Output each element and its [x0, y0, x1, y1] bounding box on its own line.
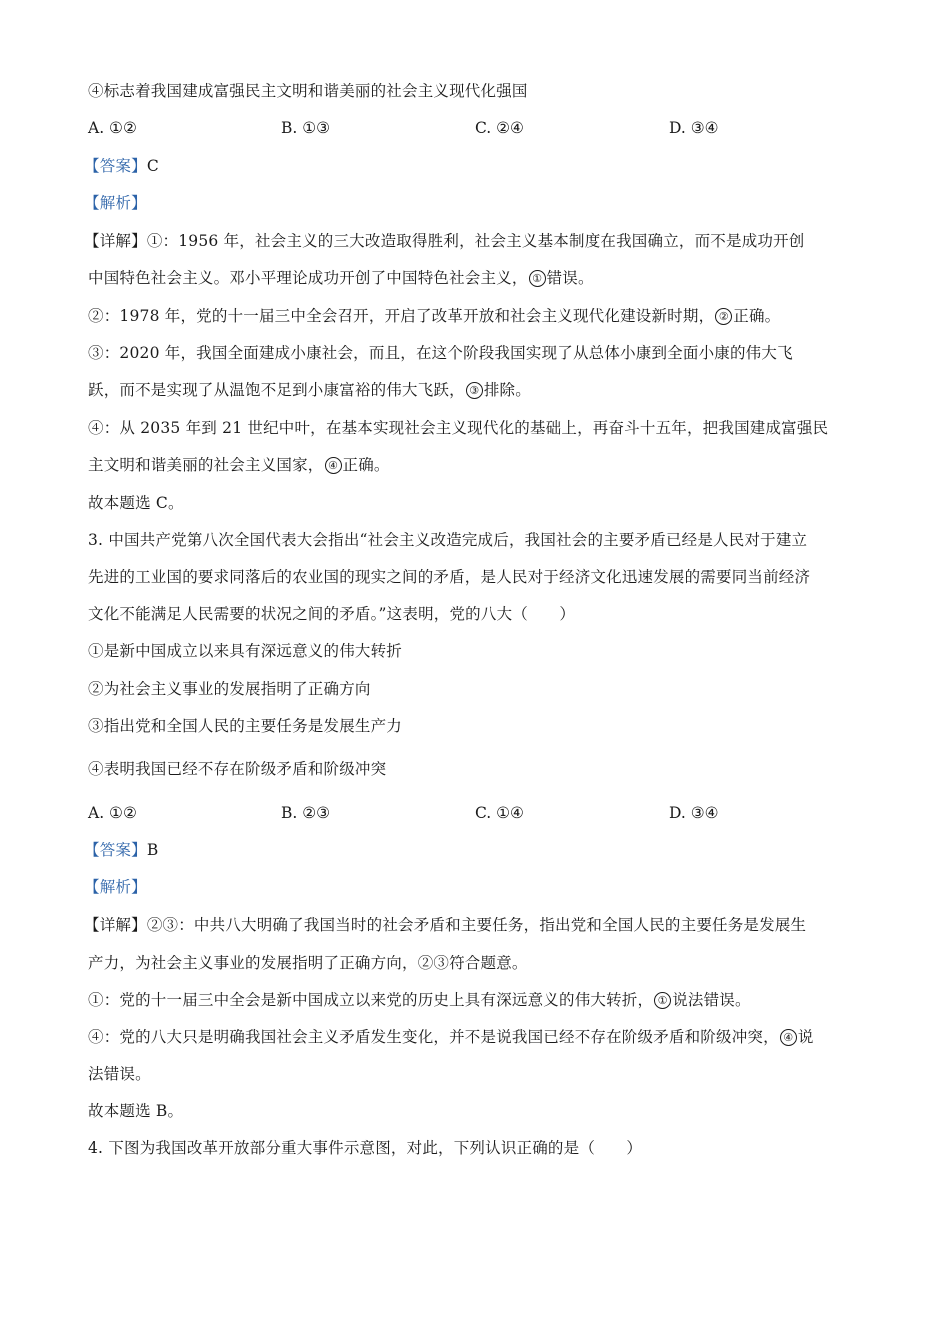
answer-tag: 【答案】 [84, 157, 147, 175]
q2-answer [84, 156, 159, 176]
q3-stem-2: 先进的工业国的要求同落后的农业国的现实之间的矛盾，是人民对于经济文化迅速发展的需要同当前经济 [88, 568, 811, 586]
q2-conclusion: 故本题选 C。 [88, 494, 184, 512]
q3-detail-3a: ④：党的八大只是明确我国社会主义矛盾发生变化，并不是说我国已经不存在阶级矛盾和阶级冲突， ④ 说 [88, 1028, 814, 1046]
q2-option-a: A. ①② [88, 119, 137, 137]
q2-detail-2: ②：1978 年，党的十一届三中全会召开，开启了改革开放和社会主义现代化建设新时期， ② 正确。 [88, 307, 781, 325]
circled-number: ④ [780, 1029, 797, 1046]
q2-item-4: ④标志着我国建成富强民主文明和谐美丽的社会主义现代化强国 [88, 82, 528, 100]
q3-option-d: D. ③④ [669, 804, 719, 822]
answer-value: C [146, 157, 159, 175]
answer-tag: 【答案】 [84, 841, 147, 859]
q3-analysis-tag: 【解析】 [84, 878, 147, 896]
circled-number: ④ [325, 457, 342, 474]
q2-detail-3b: 跃，而不是实现了从温饱不足到小康富裕的伟大飞跃， ③ 排除。 [88, 381, 531, 399]
q4-stem: 4. 下图为我国改革开放部分重大事件示意图，对此，下列认识正确的是（ ） [88, 1139, 643, 1157]
detail-tag: 【详解】 [84, 232, 147, 250]
q2-option-b: B. ①③ [281, 119, 331, 137]
q3-item-3: ③指出党和全国人民的主要任务是发展生产力 [88, 717, 403, 735]
q2-analysis-tag: 【解析】 [84, 194, 147, 212]
q2-detail-1a: 【详解】①：1956 年，社会主义的三大改造取得胜利，社会主义基本制度在我国确立，而不是成功开创 [84, 232, 805, 250]
q3-options [88, 803, 868, 823]
q3-conclusion: 故本题选 B。 [88, 1102, 184, 1120]
detail-tag: 【详解】 [84, 916, 147, 934]
q3-item-2: ②为社会主义事业的发展指明了正确方向 [88, 680, 371, 698]
circled-number: ① [654, 992, 671, 1009]
q2-options [88, 118, 868, 138]
q3-stem-3: 文化不能满足人民需要的状况之间的矛盾。”这表明，党的八大（ ） [88, 605, 576, 623]
q3-item-1: ①是新中国成立以来具有深远意义的伟大转折 [88, 642, 403, 660]
q3-stem-1: 3. 中国共产党第八次全国代表大会指出“社会主义改造完成后，我国社会的主要矛盾已经是人民对于建立 [88, 531, 808, 549]
circled-number: ② [715, 308, 732, 325]
q2-option-d: D. ③④ [669, 119, 719, 137]
q2-detail-3a: ③：2020 年，我国全面建成小康社会，而且，在这个阶段我国实现了从总体小康到全面小康的伟大飞 [88, 344, 793, 362]
answer-value: B [146, 841, 159, 859]
circled-number: ③ [466, 382, 483, 399]
q3-detail-2: ①：党的十一届三中全会是新中国成立以来党的历史上具有深远意义的伟大转折， ① 说法错误。 [88, 991, 751, 1009]
q2-detail-1b: 中国特色社会主义。邓小平理论成功开创了中国特色社会主义， ① 错误。 [88, 269, 594, 287]
q3-option-c: C. ①④ [475, 804, 524, 822]
q3-detail-1a: 【详解】②③：中共八大明确了我国当时的社会矛盾和主要任务，指出党和全国人民的主要任务是发展生 [84, 916, 807, 934]
q3-option-a: A. ①② [88, 804, 137, 822]
q3-item-4: ④表明我国已经不存在阶级矛盾和阶级冲突 [88, 760, 387, 778]
circled-number: ① [529, 270, 546, 287]
q3-answer [84, 840, 158, 860]
q2-detail-4b: 主文明和谐美丽的社会主义国家， ④ 正确。 [88, 456, 390, 474]
q3-detail-3b: 法错误。 [88, 1065, 151, 1083]
q3-option-b: B. ②③ [281, 804, 331, 822]
q2-option-c: C. ②④ [475, 119, 524, 137]
q3-detail-1b: 产力，为社会主义事业的发展指明了正确方向，②③符合题意。 [88, 954, 528, 972]
q2-detail-4a: ④：从 2035 年到 21 世纪中叶，在基本实现社会主义现代化的基础上，再奋斗十五年，把我国建成富强民 [88, 419, 829, 437]
